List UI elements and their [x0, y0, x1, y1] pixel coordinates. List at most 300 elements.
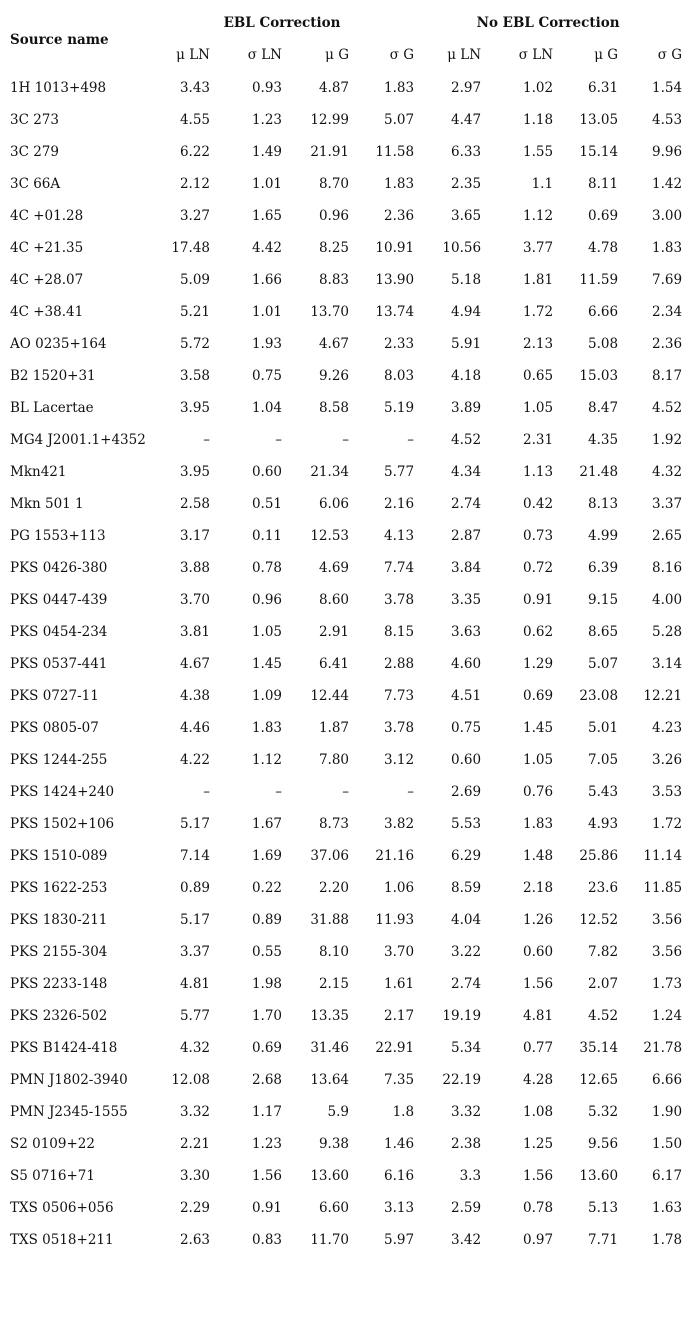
value-cell: 7.71	[587, 1232, 619, 1248]
value-cell: 1.46	[383, 1136, 415, 1152]
source-name-cell: PKS 2155-304	[10, 944, 108, 960]
value-cell: 3.70	[383, 944, 415, 960]
value-cell: 0.78	[522, 1200, 554, 1216]
value-cell: 1.48	[522, 848, 554, 864]
table-row	[10, 488, 682, 520]
value-cell: 13.70	[310, 304, 349, 320]
value-cell: 15.14	[579, 144, 619, 160]
value-cell: 4.55	[179, 112, 210, 128]
value-cell: 0.51	[251, 496, 282, 512]
value-cell: 7.82	[587, 944, 619, 960]
value-cell: 1.78	[652, 1232, 683, 1248]
no-ebl-correction-header: No EBL Correction	[476, 15, 620, 31]
value-cell: 3.35	[450, 592, 482, 608]
value-cell: 1.23	[251, 1136, 282, 1152]
value-cell: 6.66	[652, 1072, 683, 1088]
value-cell: 9.56	[587, 1136, 619, 1152]
source-name-cell: PKS 0537-441	[10, 656, 108, 672]
source-name-cell: PKS 0805-07	[10, 720, 99, 736]
value-cell: 1.05	[251, 624, 282, 640]
value-cell: 2.97	[450, 80, 482, 96]
value-cell: 6.22	[179, 144, 210, 160]
table-row	[10, 392, 682, 424]
value-cell: 5.19	[383, 400, 415, 416]
source-name-cell: PKS 0426-380	[10, 560, 108, 576]
source-name-cell: TXS 0518+211	[10, 1232, 114, 1248]
value-cell: 1.05	[522, 400, 554, 416]
value-cell: 0.96	[251, 592, 282, 608]
value-cell: 4.60	[450, 656, 482, 672]
source-name-cell: PKS 0447-439	[10, 592, 108, 608]
value-cell: 4.94	[450, 304, 482, 320]
source-name-cell: Mkn421	[10, 464, 67, 480]
value-cell: 11.70	[310, 1232, 349, 1248]
value-cell: 4.47	[450, 112, 482, 128]
value-cell: 4.52	[652, 400, 683, 416]
value-cell: 13.60	[579, 1168, 619, 1184]
value-cell: 1.66	[251, 272, 282, 288]
table-row	[10, 200, 682, 232]
value-cell: 3.81	[179, 624, 210, 640]
value-cell: 1.56	[522, 1168, 554, 1184]
value-cell: 1.29	[522, 656, 554, 672]
value-cell: 0.60	[522, 944, 554, 960]
value-cell: 3.37	[179, 944, 210, 960]
value-cell: 0.77	[522, 1040, 554, 1056]
table-row	[10, 1032, 682, 1064]
value-cell: 1.73	[652, 976, 683, 992]
value-cell: 4.67	[179, 656, 210, 672]
value-cell: 1.45	[522, 720, 554, 736]
value-cell: 9.15	[587, 592, 619, 608]
value-cell: 0.76	[522, 784, 554, 800]
value-cell: 7.73	[383, 688, 415, 704]
value-cell: 2.21	[179, 1136, 210, 1152]
value-cell: 5.28	[652, 624, 683, 640]
value-cell: 0.42	[522, 496, 554, 512]
value-cell: 1.12	[522, 208, 554, 224]
value-cell: 11.59	[579, 272, 619, 288]
value-cell: 8.83	[318, 272, 349, 288]
value-cell: 0.69	[251, 1040, 282, 1056]
value-cell: 1.83	[383, 176, 415, 192]
value-cell: 1.42	[652, 176, 683, 192]
value-cell: 2.33	[383, 336, 415, 352]
value-cell: 4.00	[652, 592, 683, 608]
source-name-cell: 1H 1013+498	[10, 80, 107, 96]
value-cell: 3.14	[652, 656, 683, 672]
value-cell: 4.99	[587, 528, 619, 544]
value-cell: 3.17	[179, 528, 210, 544]
source-name-cell: PKS 1502+106	[10, 816, 115, 832]
value-cell: –	[203, 432, 210, 448]
value-cell: 1.92	[652, 432, 683, 448]
value-cell: 8.60	[318, 592, 349, 608]
table-row	[10, 264, 682, 296]
value-cell: 3.82	[383, 816, 415, 832]
value-cell: 8.58	[318, 400, 349, 416]
source-name-cell: PKS 0454-234	[10, 624, 108, 640]
value-cell: 1.56	[522, 976, 554, 992]
value-cell: 2.12	[179, 176, 210, 192]
value-cell: 8.47	[587, 400, 619, 416]
value-cell: 1.01	[251, 176, 282, 192]
value-cell: 1.1	[531, 176, 554, 192]
value-cell: 4.69	[318, 560, 349, 576]
table-row	[10, 616, 682, 648]
value-cell: 3.22	[450, 944, 482, 960]
value-cell: 0.93	[251, 80, 282, 96]
value-cell: 9.38	[318, 1136, 349, 1152]
value-cell: 8.73	[318, 816, 349, 832]
table-row	[10, 968, 682, 1000]
value-cell: 6.41	[318, 656, 349, 672]
table-row	[10, 104, 682, 136]
value-cell: 3.77	[522, 240, 554, 256]
value-cell: 3.53	[652, 784, 683, 800]
value-cell: 0.75	[450, 720, 482, 736]
value-cell: 22.91	[375, 1040, 415, 1056]
source-name-cell: PKS 1830-211	[10, 912, 108, 928]
value-cell: 1.54	[652, 80, 683, 96]
value-cell: 1.08	[522, 1104, 554, 1120]
value-cell: 8.25	[318, 240, 349, 256]
source-name-cell: BL Lacertae	[10, 400, 94, 416]
value-cell: 1.24	[652, 1008, 683, 1024]
source-name-cell: B2 1520+31	[10, 368, 96, 384]
value-cell: 4.35	[587, 432, 619, 448]
value-cell: 2.68	[251, 1072, 282, 1088]
value-cell: 2.36	[383, 208, 415, 224]
value-cell: 10.91	[375, 240, 415, 256]
source-name-cell: PMN J2345-1555	[10, 1104, 128, 1120]
table-body	[10, 72, 682, 1256]
value-cell: 1.09	[251, 688, 282, 704]
value-cell: 8.17	[652, 368, 683, 384]
value-cell: 1.49	[251, 144, 282, 160]
table-row	[10, 1064, 682, 1096]
value-cell: 6.33	[450, 144, 482, 160]
value-cell: 5.9	[327, 1104, 349, 1120]
value-cell: 1.05	[522, 752, 554, 768]
col-header-ebl-mu-g: μ G	[325, 47, 349, 63]
value-cell: 5.77	[383, 464, 415, 480]
value-cell: 4.32	[179, 1040, 210, 1056]
value-cell: 7.69	[652, 272, 683, 288]
value-cell: 2.65	[652, 528, 683, 544]
value-cell: 7.14	[179, 848, 210, 864]
source-name-cell: PKS 1424+240	[10, 784, 115, 800]
value-cell: –	[407, 784, 415, 800]
value-cell: 2.74	[450, 496, 482, 512]
value-cell: 19.19	[442, 1008, 482, 1024]
results-table	[10, 8, 682, 1256]
value-cell: 3.70	[179, 592, 210, 608]
source-name-cell: PG 1553+113	[10, 528, 106, 544]
value-cell: 0.62	[522, 624, 554, 640]
value-cell: 0.11	[251, 528, 282, 544]
value-cell: 0.22	[251, 880, 282, 896]
value-cell: 2.31	[522, 432, 554, 448]
value-cell: 0.55	[251, 944, 282, 960]
value-cell: 1.45	[251, 656, 282, 672]
value-cell: 2.20	[318, 880, 349, 896]
value-cell: 12.65	[579, 1072, 619, 1088]
value-cell: 21.91	[310, 144, 349, 160]
value-cell: 1.50	[652, 1136, 683, 1152]
value-cell: 10.56	[442, 240, 482, 256]
table-row	[10, 456, 682, 488]
value-cell: 2.88	[383, 656, 415, 672]
value-cell: 2.17	[383, 1008, 415, 1024]
value-cell: 31.46	[310, 1040, 349, 1056]
value-cell: 4.32	[652, 464, 683, 480]
value-cell: 3.43	[179, 80, 210, 96]
value-cell: 1.26	[522, 912, 554, 928]
value-cell: 6.39	[587, 560, 619, 576]
value-cell: 1.69	[251, 848, 282, 864]
value-cell: 3.42	[450, 1232, 482, 1248]
value-cell: 0.89	[251, 912, 282, 928]
value-cell: 8.11	[587, 176, 619, 192]
value-cell: 0.60	[450, 752, 482, 768]
value-cell: 1.98	[251, 976, 282, 992]
value-cell: 3.78	[383, 720, 415, 736]
value-cell: 8.15	[383, 624, 415, 640]
table-row	[10, 424, 682, 456]
source-name-cell: MG4 J2001.1+4352	[10, 432, 146, 448]
value-cell: 0.72	[522, 560, 554, 576]
value-cell: 0.91	[522, 592, 554, 608]
value-cell: 4.52	[587, 1008, 619, 1024]
table-row	[10, 648, 682, 680]
value-cell: 12.21	[643, 688, 683, 704]
value-cell: 1.02	[522, 80, 554, 96]
table-row	[10, 1160, 682, 1192]
value-cell: 5.13	[587, 1200, 619, 1216]
value-cell: 12.44	[310, 688, 349, 704]
value-cell: 17.48	[171, 240, 210, 256]
value-cell: 1.13	[522, 464, 554, 480]
source-name-cell: 3C 279	[10, 144, 59, 160]
table-row	[10, 296, 682, 328]
value-cell: 5.72	[179, 336, 210, 352]
value-cell: 1.12	[251, 752, 282, 768]
value-cell: 11.93	[375, 912, 415, 928]
value-cell: 5.34	[450, 1040, 482, 1056]
value-cell: 3.78	[383, 592, 415, 608]
value-cell: 4.04	[450, 912, 482, 928]
value-cell: 5.21	[179, 304, 210, 320]
value-cell: 7.74	[383, 560, 415, 576]
header-group-row	[10, 8, 682, 38]
value-cell: 13.60	[310, 1168, 349, 1184]
value-cell: 2.34	[652, 304, 683, 320]
value-cell: 2.69	[450, 784, 482, 800]
value-cell: 4.78	[587, 240, 619, 256]
value-cell: 4.28	[522, 1072, 554, 1088]
value-cell: 8.59	[450, 880, 482, 896]
value-cell: 1.61	[383, 976, 415, 992]
table-row	[10, 520, 682, 552]
col-header-noebl-sigma-ln: σ LN	[518, 47, 554, 63]
value-cell: 5.07	[587, 656, 619, 672]
source-name-cell: PKS 1244-255	[10, 752, 108, 768]
value-cell: 15.03	[579, 368, 619, 384]
value-cell: 5.32	[587, 1104, 619, 1120]
source-name-cell: 4C +21.35	[10, 240, 84, 256]
value-cell: 7.05	[587, 752, 619, 768]
table-header	[10, 8, 682, 72]
value-cell: 5.97	[383, 1232, 415, 1248]
value-cell: 3.65	[450, 208, 482, 224]
value-cell: 1.25	[522, 1136, 554, 1152]
value-cell: –	[275, 784, 282, 800]
col-header-ebl-sigma-g: σ G	[389, 47, 415, 63]
value-cell: 4.81	[522, 1008, 554, 1024]
value-cell: 7.80	[318, 752, 349, 768]
value-cell: 3.00	[652, 208, 683, 224]
col-header-ebl-sigma-ln: σ LN	[247, 47, 282, 63]
col-header-noebl-sigma-g: σ G	[657, 47, 683, 63]
value-cell: 4.93	[587, 816, 619, 832]
value-cell: 8.03	[383, 368, 415, 384]
table-row	[10, 872, 682, 904]
value-cell: 3.89	[450, 400, 482, 416]
value-cell: 1.06	[383, 880, 415, 896]
value-cell: 2.74	[450, 976, 482, 992]
col-header-noebl-mu-ln: μ LN	[447, 47, 482, 63]
source-name-cell: PKS 2233-148	[10, 976, 108, 992]
value-cell: 4.81	[179, 976, 210, 992]
value-cell: 0.96	[318, 208, 349, 224]
value-cell: 2.07	[587, 976, 619, 992]
value-cell: 21.48	[579, 464, 619, 480]
value-cell: 2.18	[522, 880, 554, 896]
value-cell: 3.95	[179, 400, 210, 416]
source-name-cell: PMN J1802-3940	[10, 1072, 128, 1088]
value-cell: 4.53	[652, 112, 683, 128]
value-cell: 0.60	[251, 464, 282, 480]
value-cell: –	[407, 432, 415, 448]
value-cell: 4.52	[450, 432, 482, 448]
table-row	[10, 232, 682, 264]
value-cell: 3.63	[450, 624, 482, 640]
source-name-cell: S2 0109+22	[10, 1136, 95, 1152]
value-cell: 25.86	[579, 848, 619, 864]
value-cell: 4.13	[383, 528, 415, 544]
value-cell: 4.87	[318, 80, 349, 96]
value-cell: 1.67	[251, 816, 282, 832]
table-row	[10, 1224, 682, 1256]
value-cell: 21.34	[310, 464, 349, 480]
value-cell: 4.67	[318, 336, 349, 352]
value-cell: 23.08	[579, 688, 619, 704]
col-header-noebl-mu-g: μ G	[594, 47, 619, 63]
value-cell: 3.88	[179, 560, 210, 576]
value-cell: 1.17	[251, 1104, 282, 1120]
value-cell: 5.08	[587, 336, 619, 352]
value-cell: 3.37	[652, 496, 683, 512]
value-cell: 8.65	[587, 624, 619, 640]
table-row	[10, 712, 682, 744]
value-cell: 22.19	[442, 1072, 482, 1088]
value-cell: 1.70	[251, 1008, 282, 1024]
value-cell: 2.36	[652, 336, 683, 352]
value-cell: 13.05	[579, 112, 619, 128]
value-cell: 0.97	[522, 1232, 554, 1248]
table-row	[10, 552, 682, 584]
value-cell: –	[203, 784, 210, 800]
value-cell: 5.91	[450, 336, 482, 352]
value-cell: 12.53	[310, 528, 349, 544]
value-cell: 2.13	[522, 336, 554, 352]
value-cell: 3.32	[450, 1104, 482, 1120]
value-cell: 23.6	[587, 880, 619, 896]
value-cell: 3.84	[450, 560, 482, 576]
value-cell: 5.17	[179, 816, 210, 832]
source-name-cell: 3C 273	[10, 112, 59, 128]
source-name-cell: PKS 1622-253	[10, 880, 108, 896]
ebl-correction-header: EBL Correction	[223, 15, 341, 31]
value-cell: 0.75	[251, 368, 282, 384]
value-cell: 7.35	[383, 1072, 415, 1088]
table-row	[10, 776, 682, 808]
value-cell: –	[342, 784, 349, 800]
value-cell: 3.58	[179, 368, 210, 384]
value-cell: 4.42	[251, 240, 282, 256]
value-cell: 6.06	[318, 496, 349, 512]
value-cell: 21.16	[375, 848, 415, 864]
value-cell: 35.14	[579, 1040, 619, 1056]
value-cell: 8.70	[318, 176, 349, 192]
table-row	[10, 1000, 682, 1032]
value-cell: 11.58	[375, 144, 415, 160]
value-cell: 5.18	[450, 272, 482, 288]
value-cell: 0.65	[522, 368, 554, 384]
value-cell: 2.38	[450, 1136, 482, 1152]
value-cell: 13.74	[375, 304, 415, 320]
value-cell: 12.52	[579, 912, 619, 928]
value-cell: 0.83	[251, 1232, 282, 1248]
value-cell: 4.51	[450, 688, 482, 704]
value-cell: 6.16	[383, 1168, 415, 1184]
value-cell: 3.32	[179, 1104, 210, 1120]
value-cell: 4.23	[652, 720, 683, 736]
value-cell: 8.10	[318, 944, 349, 960]
value-cell: 2.59	[450, 1200, 482, 1216]
value-cell: 5.17	[179, 912, 210, 928]
value-cell: 0.78	[251, 560, 282, 576]
source-name-cell: PKS 0727-11	[10, 688, 99, 704]
value-cell: 3.3	[459, 1168, 482, 1184]
value-cell: 1.83	[652, 240, 683, 256]
value-cell: 5.01	[587, 720, 619, 736]
value-cell: 3.95	[179, 464, 210, 480]
value-cell: 0.69	[587, 208, 619, 224]
value-cell: 8.13	[587, 496, 619, 512]
value-cell: 3.26	[652, 752, 683, 768]
value-cell: 6.29	[450, 848, 482, 864]
table-row	[10, 1096, 682, 1128]
value-cell: 1.83	[522, 816, 554, 832]
value-cell: 4.18	[450, 368, 482, 384]
value-cell: 6.60	[318, 1200, 349, 1216]
value-cell: 1.8	[392, 1104, 415, 1120]
table-row	[10, 904, 682, 936]
source-name-cell: 4C +28.07	[10, 272, 84, 288]
table-row	[10, 360, 682, 392]
